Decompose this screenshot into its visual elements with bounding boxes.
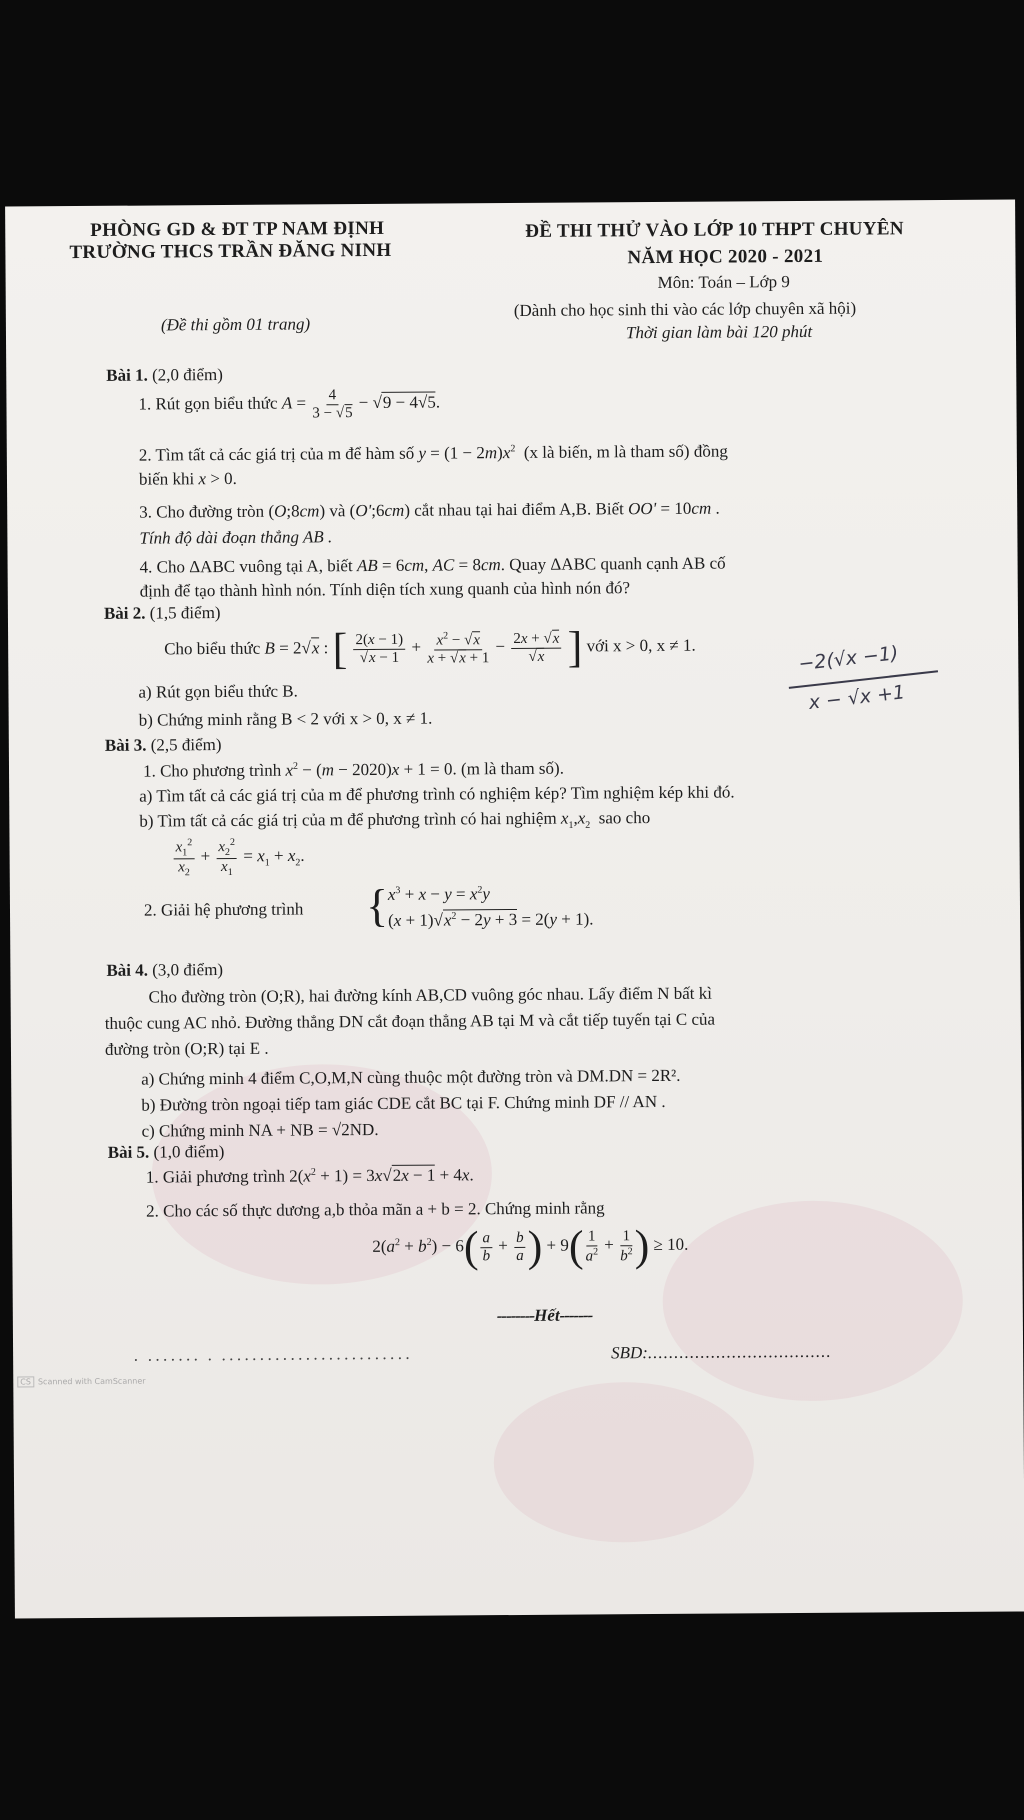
time-note: Thời gian làm bài 120 phút [625, 321, 813, 343]
bai1-q2-cont: biến khi x > 0. [138, 468, 237, 489]
sbd-label: SBD:................................... [611, 1341, 832, 1363]
school-name: TRƯỜNG THCS TRẦN ĐĂNG NINH [69, 239, 392, 264]
school-year: NĂM HỌC 2020 - 2021 [627, 245, 824, 269]
bai2-b: b) Chứng minh rằng B < 2 với x > 0, x ≠ 1. [138, 708, 433, 730]
bai1-q3-cont: Tính độ dài đoạn thẳng AB . [139, 527, 333, 548]
handwritten-denominator: x − √x +1 [807, 681, 907, 714]
scanner-watermark: CS Scanned with CamScanner [17, 1376, 145, 1388]
bai1-q4-cont: định để tạo thành hình nón. Tính diện tích xung quanh của hình nón đó? [139, 578, 631, 601]
bai4-b: b) Đường tròn ngoại tiếp tam giác CDE cắt BC tại F. Chứng minh DF // AN . [141, 1091, 666, 1115]
bai2-heading: Bài 2. (1,5 điểm) [103, 603, 221, 623]
bai1-q4: 4. Cho ΔABC vuông tại A, biết AB = 6cm, AC = 8cm. Quay ΔABC quanh cạnh AB cố [139, 553, 726, 577]
bai4-p3: đường tròn (O;R) tại E . [104, 1038, 269, 1059]
candidate-dots: · ······· · ························· [133, 1348, 413, 1370]
bai4-c: c) Chứng minh NA + NB = √2ND. [141, 1119, 379, 1141]
bai2-a: a) Rút gọn biểu thức B. [138, 681, 298, 702]
exam-title: ĐỀ THI THỬ VÀO LỚP 10 THPT CHUYÊN [525, 218, 904, 242]
bai1-q1: 1. Rút gọn biểu thức A = $\frac{4}{3 - √5}$ − √9 − 4√5. [138, 387, 441, 421]
bai3-b: b) Tìm tất cả các giá trị của m để phương trình có hai nghiệm $x_1,x_2$ sao cho [139, 808, 651, 832]
audience-note: (Dành cho học sinh thi vào các lớp chuyên xã hội) [513, 298, 857, 320]
bai1-q3: 3. Cho đường tròn (O;8cm) và (O';6cm) cắt nhau tại hai điểm A,B. Biết OO' = 10cm . [139, 498, 720, 522]
dept-name: PHÒNG GD & ĐT TP NAM ĐỊNH [90, 217, 385, 241]
bai5-q2: 2. Cho các số thực dương a,b thỏa mãn a + b = 2. Chứng minh rằng [146, 1198, 605, 1221]
bai5-inequality: $2(a^2 + b^2) - 6$( $\frac{a}{b}$ + $\frac{b}{a}$ ) + 9( $\frac{1}{a^2}$ + $\frac{1}{b^2}$ ) ≥ 10. [372, 1221, 689, 1272]
bai3-heading: Bài 3. (2,5 điểm) [104, 735, 222, 755]
bai4-a: a) Chứng minh 4 điểm C,O,M,N cùng thuộc một đường tròn và DM.DN = 2R². [141, 1065, 681, 1089]
bai3-a: a) Tìm tất cả các giá trị của m để phương trình có nghiệm kép? Tìm nghiệm kép khi đó. [139, 782, 735, 806]
handwritten-numerator: −2(√x −1) [797, 642, 900, 676]
bai4-p2: thuộc cung AC nhỏ. Đường thẳng DN cắt đoạn thẳng AB tại M và cắt tiếp tuyến tại C của [104, 1009, 716, 1033]
bai3-q1: 1. Cho phương trình $x^2 - (m - 2020)x + 1 = 0$. (m là tham số). [142, 758, 564, 781]
end-marker: --------Hết------- [496, 1305, 593, 1326]
bai3-q2: 2. Giải hệ phương trình [143, 899, 304, 920]
subject: Môn: Toán – Lớp 9 [657, 272, 790, 292]
bai4-p1: Cho đường tròn (O;R), hai đường kính AB,CD vuông góc nhau. Lấy điểm N bất kì [148, 983, 713, 1007]
bai1-heading: Bài 1. (2,0 điểm) [106, 365, 223, 385]
bai5-q1: 1. Giải phương trình $2(x^2 + 1) = 3x√2x - 1 + 4x$. [145, 1165, 474, 1187]
bai2-expression: Cho biểu thức B = 2√x : [ $\frac{2(x - 1)}{√x - 1}$ + $\frac{x^2 - √x}{x + √x + 1}$ − $\frac{2x + √x}{√x}$ ] với x > 0, x ≠ 1. [164, 622, 696, 674]
bai5-heading: Bài 5. (1,0 điểm) [107, 1142, 225, 1162]
pages-note: (Đề thi gồm 01 trang) [160, 314, 311, 335]
exam-paper: PHÒNG GD & ĐT TP NAM ĐỊNH TRƯỜNG THCS TRẦN ĐĂNG NINH ĐỀ THI THỬ VÀO LỚP 10 THPT CHUYÊN NĂM HỌC 2020 - 2021 Môn: Toán – Lớp 9 (Đề thi gồm 01 trang) (Dành cho học sinh thi vào các lớp chuyên xã hội) Thời gian làm bài 120 phút Bài 1. (2,0 điểm) 1. Rút gọn biểu thức A = $\frac{4}{3 - √5}$ − √9 − 4√5. 2. Tìm tất cả các giá trị của m để hàm số $y = (1 - 2m)x^2$ (x là biến, m là tham số) đồng biến khi x > 0. 3. Cho đường tròn (O;8cm) và (O';6cm) cắt nhau tại hai điểm A,B. Biết OO' = 10cm . Tính độ dài đoạn thẳng AB . 4. Cho ΔABC vuông tại A, biết AB = 6cm, AC = 8cm. Quay ΔABC quanh cạnh AB cố định để tạo thành hình nón. Tính diện tích xung quanh của hình nón đó? Bài 2. (1,5 điểm) Cho biểu thức B = 2√x : [ $\frac{2(x - 1)}{√x - 1}$ + $\frac{x^2 - √x}{x + √x + 1}$ − $\frac{2x + √x}{√x}$ ] với x > 0, x ≠ 1. a) Rút gọn biểu thức B. b) Chứng minh rằng B < 2 với x > 0, x ≠ 1. −2(√x −1) x − √x +1 Bài 3. (2,5 điểm) 1. Cho phương trình $x^2 - (m - 2020)x + 1 = 0$. (m là tham số). a) Tìm tất cả các giá trị của m để phương trình có nghiệm kép? Tìm nghiệm kép khi đó. b) Tìm tất cả các giá trị của m để phương trình có hai nghiệm $x_1,x_2$ sao cho $\frac{x_1^2}{x_2}$ + $\frac{x_2^2}{x_1}$ = $x_1 + x_2$. 2. Giải hệ phương trình { $x^3 + x - y = x^2y$ $(x + 1)√x^2 - 2y + 3 = 2(y + 1)$. Bài 4. (3,0 điểm) Cho đường tròn (O;R), hai đường kính AB,CD vuông góc nhau. Lấy điểm N bất kì thuộc cung AC nhỏ. Đường thẳng DN cắt đoạn thẳng AB tại M và cắt tiếp tuyến tại C của đường tròn (O;R) tại E . a) Chứng minh 4 điểm C,O,M,N cùng thuộc một đường tròn và DM.DN = 2R². b) Đường tròn ngoại tiếp tam giác CDE cắt BC tại F. Chứng minh DF // AN . c) Chứng minh NA + NB = √2ND. Bài 5. (1,0 điểm) 1. Giải phương trình $2(x^2 + 1) = 3x√2x - 1 + 4x$. 2. Cho các số thực dương a,b thỏa mãn a + b = 2. Chứng minh rằng $2(a^2 + b^2) - 6$( $\frac{a}{b}$ + $\frac{b}{a}$ ) + 9( $\frac{1}{a^2}$ + $\frac{1}{b^2}$ ) ≥ 10. --------Hết------- · ······· · ························· SBD:................................... CS Scanned with CamScanner [5, 199, 1024, 1618]
bai1-q2: 2. Tìm tất cả các giá trị của m để hàm số $y = (1 - 2m)x^2$ (x là biến, m là tham số) đồng [138, 441, 728, 465]
bai3-b-formula: $\frac{x_1^2}{x_2}$ + $\frac{x_2^2}{x_1}$ = $x_1 + x_2$. [171, 836, 304, 878]
bai4-heading: Bài 4. (3,0 điểm) [106, 960, 224, 980]
